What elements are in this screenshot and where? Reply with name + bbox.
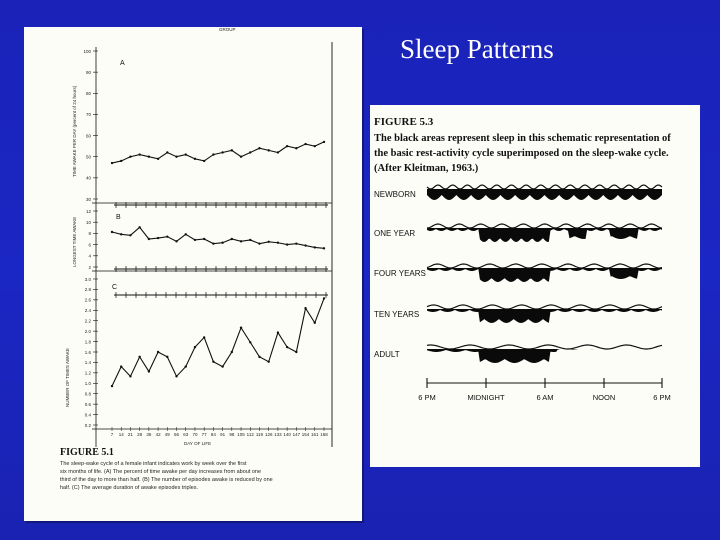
caption-line: (After Kleitman, 1963.) bbox=[374, 163, 479, 174]
data-point bbox=[286, 346, 288, 348]
x-tick-label: 147 bbox=[292, 432, 301, 437]
y-tick-label: 12 bbox=[85, 208, 91, 214]
data-point bbox=[323, 141, 325, 143]
data-point bbox=[166, 151, 168, 153]
y-tick-label: 4 bbox=[88, 253, 91, 259]
x-tick-label: 91 bbox=[220, 432, 226, 437]
data-point bbox=[231, 149, 233, 151]
data-point bbox=[157, 351, 159, 353]
sleep-band bbox=[427, 268, 662, 282]
caption-line: half. (C) The average duration of awake episodes triples. bbox=[60, 485, 199, 491]
row-label-one-year: ONE YEAR bbox=[374, 229, 416, 238]
x-tick-label: 140 bbox=[283, 432, 291, 437]
caption-line: The sleep-wake cycle of a female infant indicates work by week over the first bbox=[60, 461, 247, 467]
data-point bbox=[194, 346, 196, 348]
data-point bbox=[212, 153, 214, 155]
row-label-newborn: NEWBORN bbox=[374, 190, 416, 199]
data-point bbox=[175, 240, 177, 242]
x-tick-label: 126 bbox=[264, 432, 273, 437]
data-point bbox=[111, 385, 113, 387]
data-point bbox=[314, 145, 316, 147]
y-tick-label: 3.0 bbox=[84, 276, 91, 282]
data-point bbox=[175, 375, 177, 377]
y-tick-label: 2.0 bbox=[84, 328, 91, 334]
data-point bbox=[203, 336, 205, 338]
data-point bbox=[240, 326, 242, 328]
x-tick-label: 49 bbox=[164, 432, 170, 437]
data-point bbox=[304, 143, 306, 145]
series-b bbox=[111, 226, 325, 249]
y-tick-label: 1.2 bbox=[84, 370, 91, 376]
time-label-6pm-end: 6 PM bbox=[653, 393, 671, 402]
x-tick-label: 7 bbox=[110, 432, 114, 437]
y-tick-label: 90 bbox=[85, 69, 91, 75]
sleep-band bbox=[427, 349, 662, 363]
data-point bbox=[129, 234, 131, 236]
activity-trace bbox=[427, 224, 662, 228]
data-point bbox=[240, 240, 242, 242]
row-label-four-years: FOUR YEARS bbox=[374, 269, 426, 278]
data-point bbox=[286, 145, 288, 147]
y-label-c: NUMBER OF TIMES AWAKE bbox=[65, 348, 70, 407]
data-point bbox=[295, 351, 297, 353]
figure-sleep-wake-infant bbox=[24, 27, 362, 521]
data-point bbox=[258, 242, 260, 244]
data-point bbox=[185, 233, 187, 235]
row-label-adult: ADULT bbox=[374, 350, 400, 359]
sleep-traces bbox=[427, 185, 662, 363]
y-tick-label: 6 bbox=[88, 242, 91, 248]
data-point bbox=[221, 242, 223, 244]
series-c bbox=[111, 297, 325, 387]
x-tick-label: 119 bbox=[255, 432, 264, 437]
y-tick-label: 60 bbox=[85, 133, 91, 139]
data-point bbox=[286, 243, 288, 245]
x-tick-label: 77 bbox=[201, 432, 207, 437]
data-point bbox=[203, 238, 205, 240]
y-tick-label: 2.8 bbox=[84, 287, 91, 293]
data-point bbox=[138, 226, 140, 228]
data-point bbox=[185, 153, 187, 155]
rest-activity-schematic bbox=[370, 105, 700, 467]
data-point bbox=[258, 356, 260, 358]
caption-line: six months of life. (A) The percent of time awake per day increases from about one bbox=[60, 469, 262, 475]
series-line bbox=[112, 142, 324, 163]
time-label-noon: NOON bbox=[592, 393, 616, 402]
data-point bbox=[111, 231, 113, 233]
sleep-band bbox=[427, 309, 662, 323]
y-tick-label: 30 bbox=[85, 196, 91, 202]
y-tick-label: 100 bbox=[83, 48, 91, 54]
series-line bbox=[112, 227, 324, 248]
activity-trace bbox=[427, 185, 662, 189]
data-point bbox=[212, 361, 214, 363]
y-tick-label: 2 bbox=[88, 264, 91, 270]
data-point bbox=[120, 160, 122, 162]
y-tick-label: 1.6 bbox=[84, 349, 91, 355]
data-point bbox=[185, 365, 187, 367]
y-tick-label: 0.8 bbox=[84, 391, 91, 397]
activity-trace bbox=[427, 305, 662, 309]
panel-label-b: B bbox=[116, 214, 121, 221]
data-point bbox=[267, 361, 269, 363]
data-point bbox=[304, 244, 306, 246]
data-point bbox=[111, 162, 113, 164]
y-label-b: LONGEST TIME AWAKE bbox=[72, 216, 77, 267]
data-point bbox=[240, 156, 242, 158]
data-point bbox=[129, 375, 131, 377]
x-tick-label: 112 bbox=[246, 432, 254, 437]
x-tick-label: 21 bbox=[127, 432, 133, 437]
x-tick-label: 14 bbox=[118, 432, 124, 437]
x-axis-label: DAY OF LIFE bbox=[184, 441, 212, 446]
series-line bbox=[112, 298, 324, 386]
x-tick-label: 63 bbox=[183, 432, 189, 437]
x-ticks bbox=[111, 427, 329, 437]
y-tick-label: 10 bbox=[85, 220, 91, 225]
figure-top-label: GROUP bbox=[219, 27, 236, 32]
data-point bbox=[221, 151, 223, 153]
data-point bbox=[258, 147, 260, 149]
data-point bbox=[267, 241, 269, 243]
data-point bbox=[194, 239, 196, 241]
data-point bbox=[249, 151, 251, 153]
day-marker-rows bbox=[114, 202, 328, 298]
data-point bbox=[304, 307, 306, 309]
x-tick-label: 70 bbox=[192, 432, 198, 437]
x-tick-label: 105 bbox=[237, 432, 245, 437]
y-tick-label: 2.4 bbox=[84, 308, 91, 314]
time-label-6am: 6 AM bbox=[536, 393, 554, 402]
data-point bbox=[148, 370, 150, 372]
data-point bbox=[323, 247, 325, 249]
series-a bbox=[111, 141, 325, 165]
y-tick-label: 0.6 bbox=[84, 401, 91, 407]
data-point bbox=[277, 242, 279, 244]
data-point bbox=[166, 356, 168, 358]
data-point bbox=[120, 365, 122, 367]
y-tick-label: 50 bbox=[85, 154, 91, 160]
activity-trace bbox=[427, 345, 662, 349]
data-point bbox=[157, 237, 159, 239]
x-tick-label: 28 bbox=[137, 432, 143, 437]
caption-line: third of the day to more than half. (B) The number of episodes awake is reduced by one bbox=[60, 477, 273, 483]
x-tick-label: 133 bbox=[274, 432, 282, 437]
data-point bbox=[249, 341, 251, 343]
x-tick-label: 35 bbox=[146, 432, 152, 437]
row-label-ten-years: TEN YEARS bbox=[374, 310, 420, 319]
y-tick-label: 80 bbox=[85, 91, 91, 97]
figure-rest-activity-cycle bbox=[370, 105, 700, 467]
slide-title: Sleep Patterns bbox=[400, 34, 554, 64]
data-point bbox=[194, 158, 196, 160]
data-point bbox=[138, 153, 140, 155]
y-tick-label: 40 bbox=[85, 175, 91, 181]
caption-line: The black areas represent sleep in this schematic representation of bbox=[374, 133, 671, 144]
x-tick-label: 168 bbox=[320, 432, 328, 437]
activity-trace bbox=[427, 264, 662, 268]
data-point bbox=[231, 351, 233, 353]
time-label-6pm: 6 PM bbox=[418, 393, 436, 402]
data-point bbox=[203, 160, 205, 162]
data-point bbox=[249, 239, 251, 241]
x-tick-label: 84 bbox=[210, 432, 216, 437]
infant-sleep-charts bbox=[24, 27, 362, 521]
data-point bbox=[277, 331, 279, 333]
data-point bbox=[148, 156, 150, 158]
data-point bbox=[231, 238, 233, 240]
sleep-band bbox=[427, 228, 662, 242]
data-point bbox=[157, 158, 159, 160]
x-tick-label: 42 bbox=[155, 432, 161, 437]
data-point bbox=[314, 246, 316, 248]
y-tick-label: 1.4 bbox=[84, 360, 91, 366]
data-point bbox=[138, 356, 140, 358]
panel-label-c: C bbox=[112, 284, 118, 291]
x-tick-label: 56 bbox=[174, 432, 180, 437]
caption-title-right: FIGURE 5.3 bbox=[374, 116, 434, 128]
data-point bbox=[295, 147, 297, 149]
y-tick-label: 2.6 bbox=[84, 297, 91, 303]
sleep-band bbox=[427, 189, 662, 200]
data-point bbox=[314, 322, 316, 324]
data-point bbox=[129, 156, 131, 158]
y-tick-label: 0.2 bbox=[84, 422, 91, 428]
y-tick-label: 8 bbox=[88, 231, 91, 237]
y-label-a: TIME AWAKE PER DAY (percent of 24 hours) bbox=[72, 85, 77, 177]
data-point bbox=[323, 297, 325, 299]
panel-label-a: A bbox=[120, 60, 125, 67]
caption-title-left: FIGURE 5.1 bbox=[60, 447, 114, 458]
y-tick-label: 0.4 bbox=[84, 412, 91, 418]
data-point bbox=[166, 235, 168, 237]
x-tick-label: 161 bbox=[311, 432, 319, 437]
data-point bbox=[267, 149, 269, 151]
y-tick-label: 1.8 bbox=[84, 339, 91, 345]
data-point bbox=[148, 238, 150, 240]
data-point bbox=[277, 151, 279, 153]
y-tick-label: 2.2 bbox=[84, 318, 91, 324]
time-label-midnight: MIDNIGHT bbox=[467, 393, 505, 402]
data-point bbox=[295, 242, 297, 244]
y-tick-label: 1.0 bbox=[84, 381, 91, 387]
data-point bbox=[175, 156, 177, 158]
caption-line: the basic rest-activity cycle superimposed on the sleep-wake cycle. bbox=[374, 148, 669, 159]
data-point bbox=[212, 242, 214, 244]
y-tick-label: 70 bbox=[85, 112, 91, 118]
x-tick-label: 154 bbox=[301, 432, 310, 437]
data-point bbox=[221, 365, 223, 367]
data-point bbox=[120, 233, 122, 235]
x-tick-label: 98 bbox=[229, 432, 235, 437]
